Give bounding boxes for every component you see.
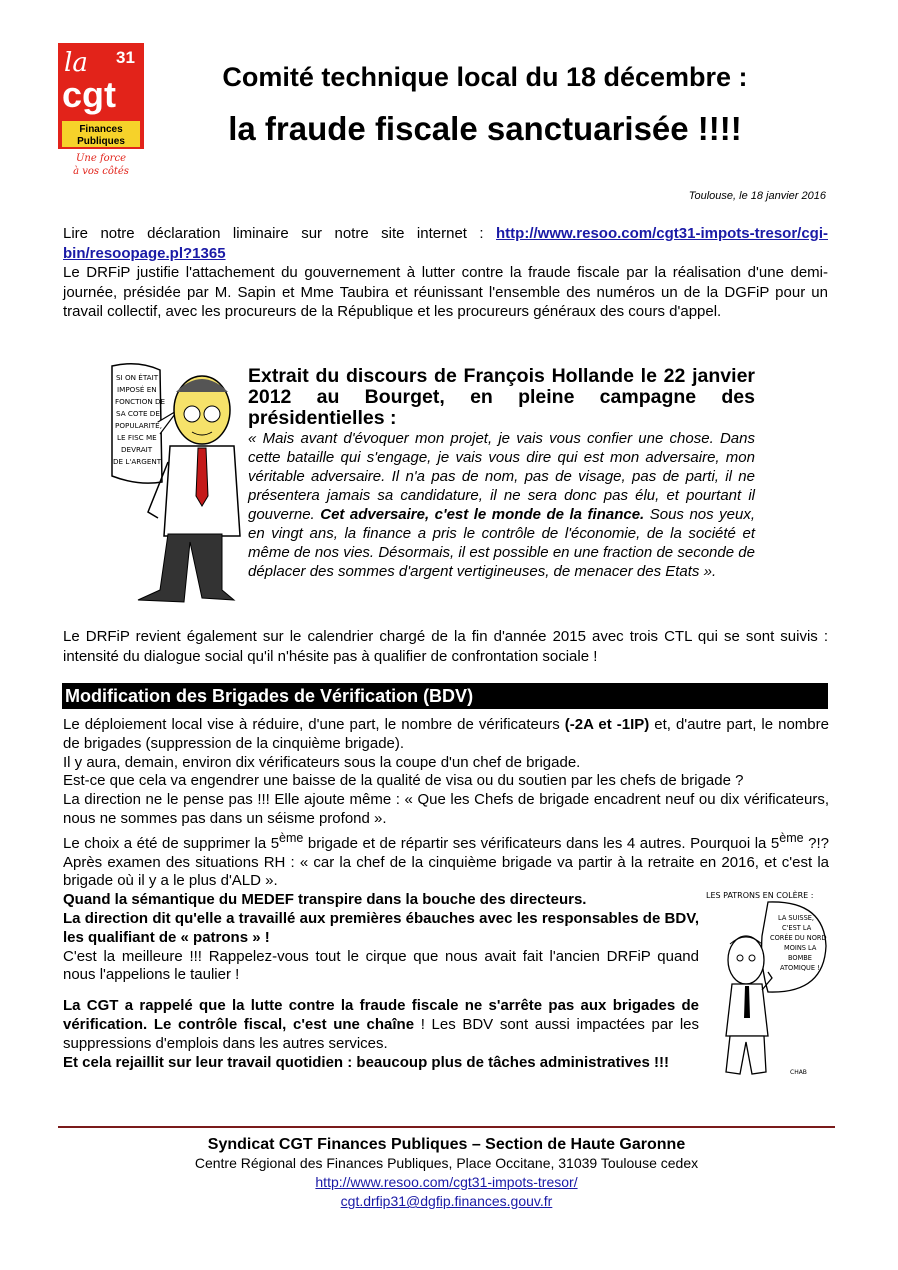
bdv-p8: C'est la meilleure !!! Rappelez-vous tout le cirque que nous avait fait l'ancien DRFiP quand nous l'appelions le taulier !	[63, 947, 699, 984]
logo-number: 31	[116, 48, 135, 67]
bdv-p7: La direction dit qu'elle a travaillé aux premières ébauches avec les responsables de BDV, les qualifiant de « patrons » !	[63, 909, 699, 946]
logo-cgt: cgt	[62, 74, 116, 115]
cartoon2-bubble-text: LA SUISSE, C'EST LA CORÉE DU NORD MOINS LA BOMBE ATOMIQUE !	[770, 914, 827, 972]
quote-body-1: « Mais avant d'évoquer mon projet, je vais vous confier une chose. Dans cette bataille qui s'engage, je vais vous dire qui est mon adversaire, mon véritable adversaire. Il n'a pas de nom, pas de visage, pas de parti, il ne présentera jamais sa candidature, il ne sera donc pas élu, et pourtant il gouverne.	[248, 430, 755, 523]
bdv-p10: Et cela rejaillit sur leur travail quotidien : beaucoup plus de tâches administratives !!!	[63, 1053, 669, 1071]
declaration-link[interactable]: http://www.resoo.com/cgt31-impots-tresor/cgi-bin/resoopage.pl?1365	[63, 225, 828, 262]
hollande-cartoon	[98, 362, 244, 610]
bdv-p1c: et, d'autre part, le nombre de brigades (suppression de la cinquième brigade).	[63, 716, 829, 752]
footer-rule	[58, 1126, 835, 1128]
cgt-logo	[58, 43, 144, 183]
cartoon1-bubble-text: SI ON ÉTAIT IMPOSÉ EN FONCTION DE SA COTE DE POPULARITÉ, LE FISC ME DEVRAIT DE L'ARGENT	[113, 373, 166, 466]
document-date: Toulouse, le 18 janvier 2016	[688, 190, 826, 202]
intro-block	[63, 224, 828, 322]
patrons-cartoon	[704, 886, 830, 1082]
bdv-p1b: (-2A et -1IP)	[564, 716, 650, 733]
footer	[58, 1135, 835, 1211]
footer-org: Syndicat CGT Finances Publiques – Section de Haute Garonne	[207, 1136, 686, 1153]
logo-sub-1: Finances	[79, 124, 123, 135]
bdv-p4: La direction ne le pense pas !!! Elle ajoute même : « Que les Chefs de brigade encadrent neuf ou dix vérificateurs, nous ne sommes pas dans un séisme profond ».	[63, 791, 829, 827]
footer-address: Centre Régional des Finances Publiques, Place Occitane, 31039 Toulouse cedex	[194, 1155, 699, 1171]
bdv-p5a: Le choix a été de supprimer la 5	[63, 834, 280, 852]
intro-paragraph: Le DRFiP justifie l'attachement du gouvernement à lutter contre la fraude fiscale par la réalisation d'une demi-journée, présidée par M. Sapin et Mme Taubira et réunissant l'ensemble des numéros un de la DGFiP pour un travail collectif, avec les procureurs de la République et les procureurs généraux des cours d'appel.	[63, 264, 828, 320]
footer-url-link[interactable]: http://www.resoo.com/cgt31-impots-tresor/	[315, 1174, 578, 1190]
bdv-p9b: ! Les BDV sont aussi impactées par les suppressions d'emplois dans les autres services.	[63, 1015, 699, 1052]
title-line-2: la fraude fiscale sanctuarisée !!!!	[228, 110, 742, 147]
bdv-p3: Est-ce que cela va engendrer une baisse de la qualité de visa ou du soutien par les chefs de brigade ?	[63, 772, 744, 790]
intro-lead: Lire notre déclaration liminaire sur notre site internet :	[63, 225, 497, 242]
bdv-p2: Il y aura, demain, environ dix vérificateurs sous la coupe d'un chef de brigade.	[63, 753, 581, 771]
footer-email-link[interactable]: cgt.drfip31@dgfip.finances.gouv.fr	[340, 1193, 553, 1209]
ctl-paragraph: Le DRFiP revient également sur le calendrier chargé de la fin d'année 2015 avec trois CTL qui se sont suivis : intensité du dialogue social qu'il n'hésite pas à qualifier de confrontation sociale !	[63, 628, 828, 665]
bdv-p1a: Le déploiement local vise à réduire, d'une part, le nombre de vérificateurs	[63, 716, 565, 733]
cartoon2-signature: CHAB	[790, 1069, 807, 1076]
bdv-p9a: La CGT a rappelé que la lutte contre la fraude fiscale ne s'arrête pas aux brigades de vérification. Le contrôle fiscal, c'est une chaîne	[63, 997, 699, 1033]
section-title-bdv: Modification des Brigades de Vérification (BDV)	[62, 683, 828, 709]
quote-title: Extrait du discours de François Hollande le 22 janvier 2012 au Bourget, en pleine campagne des présidentielles :	[248, 365, 755, 429]
bdv-p5sup-2: ème	[779, 830, 804, 845]
cartoon2-caption: LES PATRONS EN COLÈRE :	[706, 891, 814, 900]
bdv-p6: Quand la sémantique du MEDEF transpire dans la bouche des directeurs.	[63, 891, 587, 909]
quote-body	[248, 429, 755, 581]
bdv-p5sup-1: ème	[279, 830, 304, 845]
bdv-p5b: brigade et de répartir ses vérificateurs dans les 4 autres. Pourquoi la 5	[303, 834, 780, 852]
logo-tagline-2: à vos côtés	[73, 166, 129, 177]
quote-body-2: Sous nos yeux, en vingt ans, la finance a pris le contrôle de l'économie, de la société et même de nos vies. Désormais, il est possible en une fraction de seconde de déplacer des sommes d'argent vertigineuses, de menacer des Etats ».	[248, 506, 755, 580]
title-line-1: Comité technique local du 18 décembre :	[222, 62, 748, 92]
logo-script: la	[64, 48, 88, 78]
quote-body-bold: Cet adversaire, c'est le monde de la finance.	[320, 506, 645, 523]
logo-tagline-1: Une force	[76, 153, 126, 164]
logo-sub-2: Publiques	[77, 136, 125, 147]
hollande-quote	[248, 366, 755, 581]
bdv-p5c: ?!? Après examen des situations RH : « car la chef de la cinquième brigade va partir à la retraite en 2016, et c'est la brigade où il y a le plus d'ALD ».	[63, 834, 829, 890]
